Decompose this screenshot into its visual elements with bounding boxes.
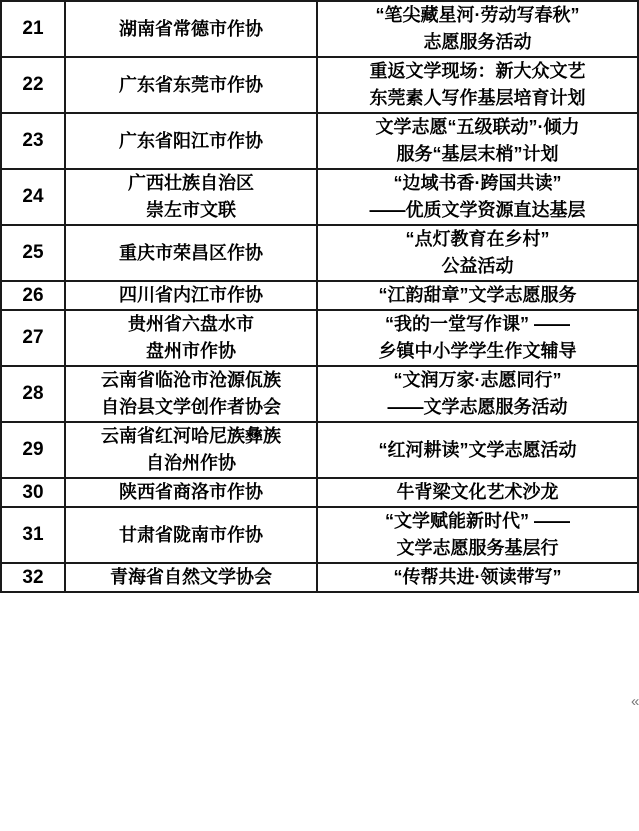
org-lines <box>66 16 316 43</box>
title-line: 乡镇中小学学生作文辅导 <box>378 341 577 361</box>
title-lines <box>318 508 637 562</box>
title-line: 重返文学现场：新大众文艺 <box>369 61 586 81</box>
row-number: 23 <box>1 113 65 169</box>
table-row <box>1 563 638 592</box>
title-line: “笔尖藏星河·劳动写春秋” <box>375 5 580 25</box>
table-row <box>1 57 638 113</box>
title-line: 公益活动 <box>441 256 514 276</box>
title-line: “我的一堂写作课” —— <box>384 314 570 334</box>
row-number: 26 <box>1 281 65 310</box>
title-lines <box>318 170 637 224</box>
org-lines <box>66 282 316 309</box>
title-lines <box>318 479 637 506</box>
row-organization <box>65 57 317 113</box>
title-line: “边域书香·跨国共读” <box>393 173 562 193</box>
row-project-title <box>317 57 638 113</box>
row-organization <box>65 169 317 225</box>
row-project-title <box>317 1 638 57</box>
row-organization <box>65 113 317 169</box>
title-lines <box>318 311 637 365</box>
org-line: 四川省内江市作协 <box>119 285 263 305</box>
org-line: 广东省东莞市作协 <box>119 74 263 95</box>
title-line: “传帮共进·领读带写” <box>393 567 562 587</box>
row-project-title <box>317 113 638 169</box>
row-project-title <box>317 281 638 310</box>
table-row <box>1 310 638 366</box>
title-lines <box>318 2 637 56</box>
row-project-title <box>317 478 638 507</box>
table-row <box>1 422 638 478</box>
title-line: ——优质文学资源直达基层 <box>369 200 586 220</box>
table-body <box>1 1 638 592</box>
table-row <box>1 366 638 422</box>
row-organization <box>65 422 317 478</box>
org-line: 自治县文学创作者协会 <box>101 397 281 417</box>
row-project-title <box>317 366 638 422</box>
row-number: 29 <box>1 422 65 478</box>
title-lines <box>318 282 637 309</box>
table-row <box>1 507 638 563</box>
title-lines <box>318 367 637 421</box>
row-organization <box>65 507 317 563</box>
row-number: 22 <box>1 57 65 113</box>
row-project-title <box>317 169 638 225</box>
org-line: 广东省阳江市作协 <box>119 130 263 151</box>
org-line: 自治州作协 <box>146 453 236 473</box>
org-line: 青海省自然文学协会 <box>110 567 272 587</box>
org-lines <box>66 522 316 549</box>
table-row <box>1 113 638 169</box>
title-line: 志愿服务活动 <box>423 32 532 52</box>
row-number: 21 <box>1 1 65 57</box>
org-lines <box>66 170 316 224</box>
row-project-title <box>317 563 638 592</box>
row-number: 24 <box>1 169 65 225</box>
table-row <box>1 478 638 507</box>
title-line: 东莞素人写作基层培育计划 <box>369 88 586 108</box>
row-organization <box>65 563 317 592</box>
table-row <box>1 281 638 310</box>
table-row <box>1 169 638 225</box>
row-organization <box>65 366 317 422</box>
org-lines <box>66 423 316 477</box>
row-project-title <box>317 507 638 563</box>
org-line: 崇左市文联 <box>146 200 236 220</box>
org-line: 贵州省六盘水市 <box>128 314 254 334</box>
row-number: 30 <box>1 478 65 507</box>
org-lines <box>66 367 316 421</box>
title-line: “红河耕读”文学志愿活动 <box>378 439 577 460</box>
title-line: 牛背梁文化艺术沙龙 <box>396 482 559 502</box>
table-row <box>1 225 638 281</box>
title-line: 文学志愿“五级联动”·倾力 <box>375 117 580 137</box>
row-organization <box>65 281 317 310</box>
title-lines <box>318 564 637 591</box>
org-lines <box>66 240 316 267</box>
row-number: 27 <box>1 310 65 366</box>
title-line: “文润万家·志愿同行” <box>393 370 562 390</box>
page-edge-marker: « <box>631 693 639 710</box>
org-line: 重庆市荣昌区作协 <box>119 242 263 263</box>
row-number: 32 <box>1 563 65 592</box>
title-line: “江韵甜章”文学志愿服务 <box>378 285 577 305</box>
row-project-title <box>317 310 638 366</box>
row-organization <box>65 478 317 507</box>
org-lines <box>66 72 316 99</box>
org-line: 陕西省商洛市作协 <box>119 482 263 502</box>
row-organization <box>65 310 317 366</box>
title-lines <box>318 114 637 168</box>
title-line: “文学赋能新时代” —— <box>384 511 570 531</box>
org-line: 湖南省常德市作协 <box>119 18 263 39</box>
title-line: ——文学志愿服务活动 <box>387 397 568 417</box>
row-number: 31 <box>1 507 65 563</box>
title-line: 服务“基层末梢”计划 <box>396 144 559 164</box>
row-project-title <box>317 225 638 281</box>
title-lines <box>318 58 637 112</box>
org-line: 云南省红河哈尼族彝族 <box>101 426 281 446</box>
org-line: 甘肃省陇南市作协 <box>119 524 263 545</box>
title-lines <box>318 437 637 464</box>
org-lines <box>66 128 316 155</box>
org-line: 盘州市作协 <box>146 341 236 361</box>
row-organization <box>65 1 317 57</box>
title-lines <box>318 226 637 280</box>
table-row <box>1 1 638 57</box>
row-organization <box>65 225 317 281</box>
title-line: “点灯教育在乡村” <box>405 229 550 249</box>
org-lines <box>66 311 316 365</box>
org-lines <box>66 564 316 591</box>
org-line: 广西壮族自治区 <box>128 173 254 193</box>
org-lines <box>66 479 316 506</box>
org-line: 云南省临沧市沧源佤族 <box>101 370 281 390</box>
title-line: 文学志愿服务基层行 <box>396 538 559 558</box>
row-number: 28 <box>1 366 65 422</box>
row-project-title <box>317 422 638 478</box>
row-number: 25 <box>1 225 65 281</box>
